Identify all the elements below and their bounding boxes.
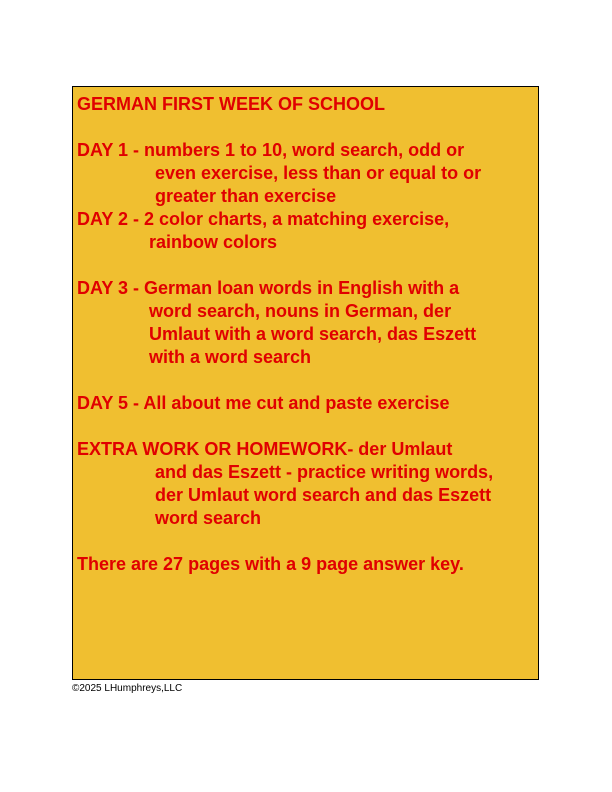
summary-text: There are 27 pages with a 9 page answer key. — [77, 554, 464, 574]
day1-line-3: greater than exercise — [155, 186, 337, 206]
day3-line-1: DAY 3 - German loan words in English with a — [77, 278, 460, 298]
copyright-notice: ©2025 LHumphreys,LLC — [72, 683, 183, 694]
extra-line-1: EXTRA WORK OR HOMEWORK- der Umlaut — [77, 439, 453, 459]
day2-line-2: rainbow colors — [149, 232, 278, 252]
day1-line-2: even exercise, less than or equal to or — [155, 163, 482, 183]
document-title: GERMAN FIRST WEEK OF SCHOOL — [77, 94, 385, 114]
extra-line-3: der Umlaut word search and das Eszett — [155, 485, 492, 505]
extra-line-2: and das Eszett - practice writing words, — [155, 462, 494, 482]
day3-line-4: with a word search — [149, 347, 312, 367]
day1-line-1: DAY 1 - numbers 1 to 10, word search, odd or — [77, 140, 465, 160]
day3-line-2: word search, nouns in German, der — [149, 301, 452, 321]
day2-line-1: DAY 2 - 2 color charts, a matching exercise, — [77, 209, 450, 229]
day3-line-3: Umlaut with a word search, das Eszett — [149, 324, 477, 344]
day5-line-1: DAY 5 - All about me cut and paste exercise — [77, 393, 450, 413]
extra-line-4: word search — [155, 508, 262, 528]
